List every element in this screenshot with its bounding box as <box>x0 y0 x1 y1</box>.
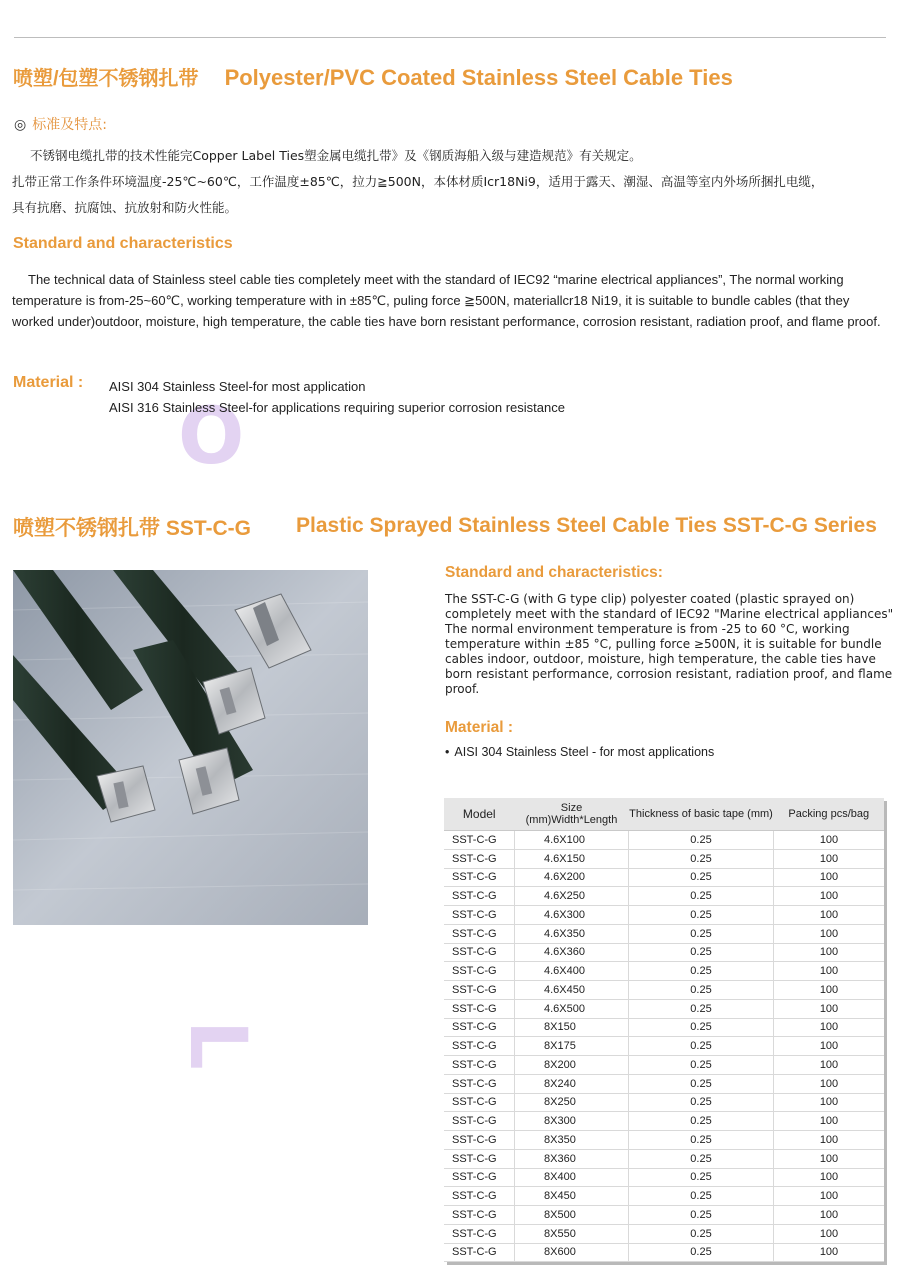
cell-size: 8X550 <box>515 1224 629 1243</box>
cell-packing: 100 <box>774 887 885 906</box>
cell-size: 8X600 <box>515 1243 629 1262</box>
section2-title-en: Plastic Sprayed Stainless Steel Cable Ties SST-C-G Series <box>296 514 877 537</box>
cell-packing: 100 <box>774 1018 885 1037</box>
table-row <box>444 1243 884 1262</box>
table-row <box>444 1224 884 1243</box>
cell-size: 8X240 <box>515 1074 629 1093</box>
cell-packing: 100 <box>774 1206 885 1225</box>
cell-packing: 100 <box>774 999 885 1018</box>
table-row <box>444 1074 884 1093</box>
section2-material-text: AISI 304 Stainless Steel - for most applications <box>454 745 715 759</box>
table-row <box>444 1149 884 1168</box>
cell-thickness: 0.25 <box>629 1037 774 1056</box>
cell-packing: 100 <box>774 868 885 887</box>
cell-packing: 100 <box>774 1187 885 1206</box>
cell-packing: 100 <box>774 1056 885 1075</box>
cell-model: SST-C-G <box>444 1224 515 1243</box>
table-row <box>444 849 884 868</box>
cell-thickness: 0.25 <box>629 1112 774 1131</box>
std-heading-en: Standard and characteristics <box>13 235 233 252</box>
cell-size: 8X200 <box>515 1056 629 1075</box>
cell-size: 8X150 <box>515 1018 629 1037</box>
zh-line-1: 不锈钢电缆扎带的技术性能完Copper Label Ties塑金属电缆扎带》及《钢质海船入级与建造规范》有关规定。 <box>30 148 642 163</box>
table-row <box>444 1187 884 1206</box>
cell-model: SST-C-G <box>444 849 515 868</box>
cell-thickness: 0.25 <box>629 906 774 925</box>
section1-title-en: Polyester/PVC Coated Stainless Steel Cable Ties <box>224 65 733 90</box>
cell-model: SST-C-G <box>444 981 515 1000</box>
cell-size: 4.6X350 <box>515 924 629 943</box>
section2-material-heading: Material : <box>445 719 514 736</box>
table-row <box>444 1093 884 1112</box>
cell-model: SST-C-G <box>444 1037 515 1056</box>
cell-model: SST-C-G <box>444 1018 515 1037</box>
cell-model: SST-C-G <box>444 1056 515 1075</box>
table-row <box>444 943 884 962</box>
std-heading-zh-text: 标准及特点: <box>32 117 107 133</box>
table-row <box>444 1056 884 1075</box>
cell-packing: 100 <box>774 849 885 868</box>
table-row <box>444 1131 884 1150</box>
cell-size: 4.6X100 <box>515 831 629 850</box>
cell-thickness: 0.25 <box>629 999 774 1018</box>
cell-thickness: 0.25 <box>629 1168 774 1187</box>
table-row <box>444 1112 884 1131</box>
cell-model: SST-C-G <box>444 1168 515 1187</box>
col-header-model: Model <box>444 798 515 831</box>
table-row <box>444 1018 884 1037</box>
cell-model: SST-C-G <box>444 1187 515 1206</box>
cell-thickness: 0.25 <box>629 1243 774 1262</box>
cell-model: SST-C-G <box>444 1206 515 1225</box>
cell-thickness: 0.25 <box>629 1074 774 1093</box>
cell-thickness: 0.25 <box>629 1131 774 1150</box>
cell-size: 8X350 <box>515 1131 629 1150</box>
col-header-packing: Packing pcs/bag <box>774 798 885 831</box>
section2-material-item <box>445 745 714 759</box>
cell-thickness: 0.25 <box>629 1056 774 1075</box>
cell-packing: 100 <box>774 1149 885 1168</box>
cell-thickness: 0.25 <box>629 1018 774 1037</box>
cell-packing: 100 <box>774 962 885 981</box>
col-header-thickness: Thickness of basic tape (mm) <box>629 798 774 831</box>
bullet-dot-icon: • <box>445 745 450 759</box>
section1-title <box>13 62 733 91</box>
cell-size: 8X250 <box>515 1093 629 1112</box>
cell-size: 4.6X360 <box>515 943 629 962</box>
section1-title-zh: 喷塑/包塑不锈钢扎带 <box>13 68 199 90</box>
zh-description <box>12 143 898 221</box>
cell-thickness: 0.25 <box>629 849 774 868</box>
en-description: The technical data of Stainless steel cable ties completely meet with the standard of IEC92 “marine electrical appliances”, The normal working temperature is from-25~60℃, working temperature with in ±85℃, puling force ≧500N, materiallcr18 Ni19, it is suitable to bundle cables (that they worked under)outdoor, moisture, high temperature, the cable ties have born resistant performance, corrosion resistant, radiation proof, and flame proof. <box>12 272 881 329</box>
cell-model: SST-C-G <box>444 906 515 925</box>
table-row <box>444 887 884 906</box>
cell-thickness: 0.25 <box>629 1187 774 1206</box>
cell-thickness: 0.25 <box>629 1224 774 1243</box>
cell-size: 4.6X500 <box>515 999 629 1018</box>
cell-thickness: 0.25 <box>629 887 774 906</box>
cell-thickness: 0.25 <box>629 831 774 850</box>
cell-packing: 100 <box>774 981 885 1000</box>
table-row <box>444 1037 884 1056</box>
table-row <box>444 924 884 943</box>
table-row <box>444 999 884 1018</box>
table-row <box>444 906 884 925</box>
cell-model: SST-C-G <box>444 1093 515 1112</box>
top-divider <box>14 37 886 38</box>
section2-std-heading: Standard and characteristics: <box>445 564 663 581</box>
cell-thickness: 0.25 <box>629 943 774 962</box>
cell-model: SST-C-G <box>444 924 515 943</box>
section2-std-paragraph: The SST-C-G (with G type clip) polyester coated (plastic sprayed on) completely meet with the standard of IEC92 "Marine electrical appliances" The normal environment temperature is from -25 to 60 °C, working temperature within ±85 °C, pulling force ≥500N, it is suitable for bundle cables indoor, outdoor, moisture, high temperature, the cable ties have born resistant performance, corrosion resistant, radiation proof, and flame proof. <box>445 592 894 696</box>
cell-size: 8X360 <box>515 1149 629 1168</box>
table-row <box>444 981 884 1000</box>
cell-thickness: 0.25 <box>629 1093 774 1112</box>
cell-size: 4.6X200 <box>515 868 629 887</box>
cell-model: SST-C-G <box>444 831 515 850</box>
cell-thickness: 0.25 <box>629 1149 774 1168</box>
cell-thickness: 0.25 <box>629 962 774 981</box>
cell-thickness: 0.25 <box>629 868 774 887</box>
table-header-row <box>444 798 884 831</box>
cell-packing: 100 <box>774 1037 885 1056</box>
material-line-316: AISI 316 Stainless Steel-for applications requiring superior corrosion resistance <box>109 400 565 415</box>
cell-size: 8X175 <box>515 1037 629 1056</box>
cell-model: SST-C-G <box>444 1243 515 1262</box>
cell-model: SST-C-G <box>444 1074 515 1093</box>
cell-model: SST-C-G <box>444 943 515 962</box>
cell-packing: 100 <box>774 1074 885 1093</box>
zh-line-3: 具有抗磨、抗腐蚀、抗放射和防火性能。 <box>12 200 238 215</box>
cell-model: SST-C-G <box>444 1149 515 1168</box>
cell-packing: 100 <box>774 924 885 943</box>
cell-packing: 100 <box>774 1093 885 1112</box>
cell-size: 8X300 <box>515 1112 629 1131</box>
cell-model: SST-C-G <box>444 868 515 887</box>
watermark-letter-l: L <box>172 1020 262 1070</box>
std-heading-zh <box>14 114 107 134</box>
cell-packing: 100 <box>774 1168 885 1187</box>
material-list <box>109 376 565 418</box>
cell-packing: 100 <box>774 1131 885 1150</box>
cell-model: SST-C-G <box>444 962 515 981</box>
spec-table <box>444 798 884 1262</box>
cell-size: 4.6X400 <box>515 962 629 981</box>
col-header-size: Size (mm)Width*Length <box>515 798 629 831</box>
cell-size: 4.6X450 <box>515 981 629 1000</box>
table-row <box>444 1206 884 1225</box>
cell-packing: 100 <box>774 1112 885 1131</box>
material-label: Material : <box>13 374 84 391</box>
table-row <box>444 1168 884 1187</box>
section2-title-zh: 喷塑不锈钢扎带 SST-C-G <box>13 517 252 540</box>
cell-model: SST-C-G <box>444 999 515 1018</box>
table-row <box>444 831 884 850</box>
circle-bullet-icon: ◎ <box>14 117 27 133</box>
table-row <box>444 962 884 981</box>
cell-thickness: 0.25 <box>629 981 774 1000</box>
watermark-letter-o: O <box>178 392 245 482</box>
cell-size: 8X500 <box>515 1206 629 1225</box>
cell-size: 4.6X300 <box>515 906 629 925</box>
cell-packing: 100 <box>774 831 885 850</box>
cell-model: SST-C-G <box>444 887 515 906</box>
cell-thickness: 0.25 <box>629 1206 774 1225</box>
cell-thickness: 0.25 <box>629 924 774 943</box>
cell-size: 8X450 <box>515 1187 629 1206</box>
table-row <box>444 868 884 887</box>
cell-packing: 100 <box>774 1243 885 1262</box>
cell-size: 8X400 <box>515 1168 629 1187</box>
cell-model: SST-C-G <box>444 1131 515 1150</box>
cell-size: 4.6X250 <box>515 887 629 906</box>
zh-line-2: 扎带正常工作条件环境温度-25℃~60℃，工作温度±85℃，拉力≧500N，本体材质Icr18Ni9，适用于露天、潮湿、高温等室内外场所捆扎电缆， <box>12 174 824 189</box>
cell-size: 4.6X150 <box>515 849 629 868</box>
cable-ties-photo <box>13 570 368 925</box>
cell-packing: 100 <box>774 1224 885 1243</box>
cell-packing: 100 <box>774 906 885 925</box>
cell-model: SST-C-G <box>444 1112 515 1131</box>
material-line-304: AISI 304 Stainless Steel-for most application <box>109 379 366 394</box>
cell-packing: 100 <box>774 943 885 962</box>
